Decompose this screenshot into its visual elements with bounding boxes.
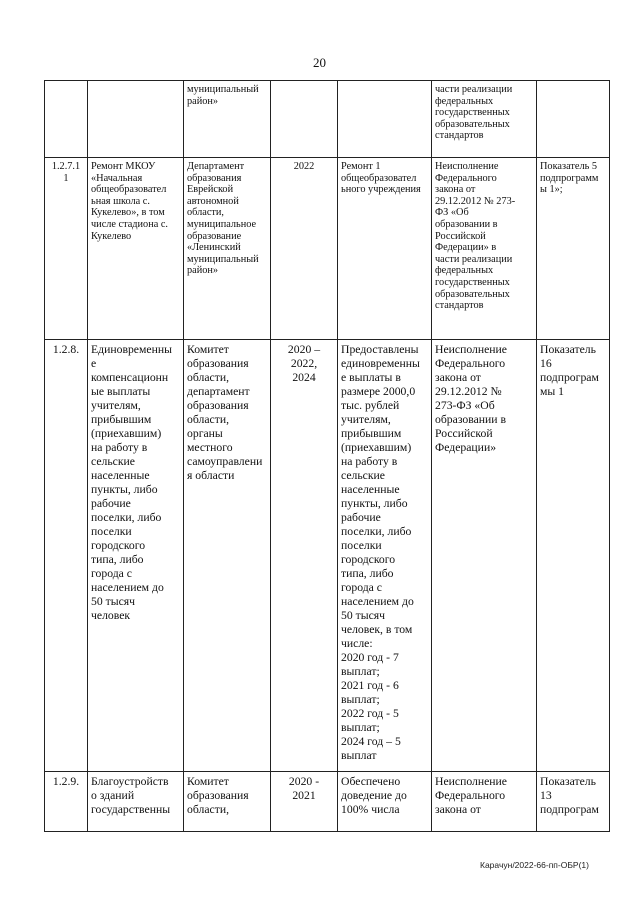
measure-name-cell: Благоустройств о зданий государственны: [88, 772, 184, 832]
program-measures-table: [44, 80, 610, 832]
measure-name-cell: Единовременны е компенсационн ые выплаты учителям, прибывшим (приехавшим) на работу в сельские населенные пункты, либо рабочие поселки, либо поселки городского типа, либо города с населением до 50 тысяч человек: [88, 340, 184, 772]
page-number: 20: [313, 55, 326, 70]
measure-years-cell: 2020 – 2022, 2024: [271, 340, 338, 772]
measure-indicator-cell: Показатель 5 подпрограмм ы 1»;: [537, 158, 610, 340]
measure-years-cell: 2020 - 2021: [271, 772, 338, 832]
table-row: [45, 772, 610, 832]
measure-consequence-cell: Неисполнение Федерального закона от 29.12.2012 № 273-ФЗ «Об образовании в Российской Федерации»: [432, 340, 537, 772]
measure-consequence-cell: Неисполнение Федерального закона от 29.12.2012 № 273- ФЗ «Об образовании в Российской Федерации» в части реализации федеральных государственных образовательных стандартов: [432, 158, 537, 340]
measure-number-cell: 1.2.9.: [45, 772, 88, 832]
measure-name-cell: Ремонт МКОУ «Начальная общеобразовател ьная школа с. Кукелево», в том числе стадиона с. Кукелево: [88, 158, 184, 340]
measure-result-cell: [338, 81, 432, 158]
measure-result-cell: Предоставлены единовременны е выплаты в размере 2000,0 тыс. рублей учителям, прибывшим (приехавшим) на работу в сельские населенные пункты, либо рабочие поселки, либо поселки городского типа, либо города с населением до 50 тысяч человек, в том числе: 2020 год - 7 выплат; 2021 год - 6 выплат; 2022 год - 5 выплат; 2024 год – 5 выплат: [338, 340, 432, 772]
measure-executor-cell: Комитет образования области,: [184, 772, 271, 832]
table-row: [45, 81, 610, 158]
measure-indicator-cell: Показатель 13 подпрограм: [537, 772, 610, 832]
measure-indicator-cell: [537, 81, 610, 158]
measure-executor-cell: Департамент образования Еврейской автономной области, муниципальное образование «Ленинский муниципальный район»: [184, 158, 271, 340]
measure-result-cell: Обеспечено доведение до 100% числа: [338, 772, 432, 832]
measure-indicator-cell: Показатель 16 подпрограм мы 1: [537, 340, 610, 772]
measure-years-cell: [271, 81, 338, 158]
measure-number-cell: 1.2.7.1 1: [45, 158, 88, 340]
measure-result-cell: Ремонт 1 общеобразовател ьного учреждения: [338, 158, 432, 340]
measure-consequence-cell: части реализации федеральных государственных образовательных стандартов: [432, 81, 537, 158]
table-row: [45, 158, 610, 340]
measure-executor-cell: Комитет образования области, департамент образования области, органы местного самоуправлени я области: [184, 340, 271, 772]
measure-consequence-cell: Неисполнение Федерального закона от: [432, 772, 537, 832]
measure-number-cell: [45, 81, 88, 158]
measure-years-cell: 2022: [271, 158, 338, 340]
table-row: [45, 340, 610, 772]
measure-name-cell: [88, 81, 184, 158]
measure-executor-cell: муниципальный район»: [184, 81, 271, 158]
measure-number-cell: 1.2.8.: [45, 340, 88, 772]
document-registration-code: Карачун/2022-66-пп-ОБР(1): [480, 860, 589, 870]
